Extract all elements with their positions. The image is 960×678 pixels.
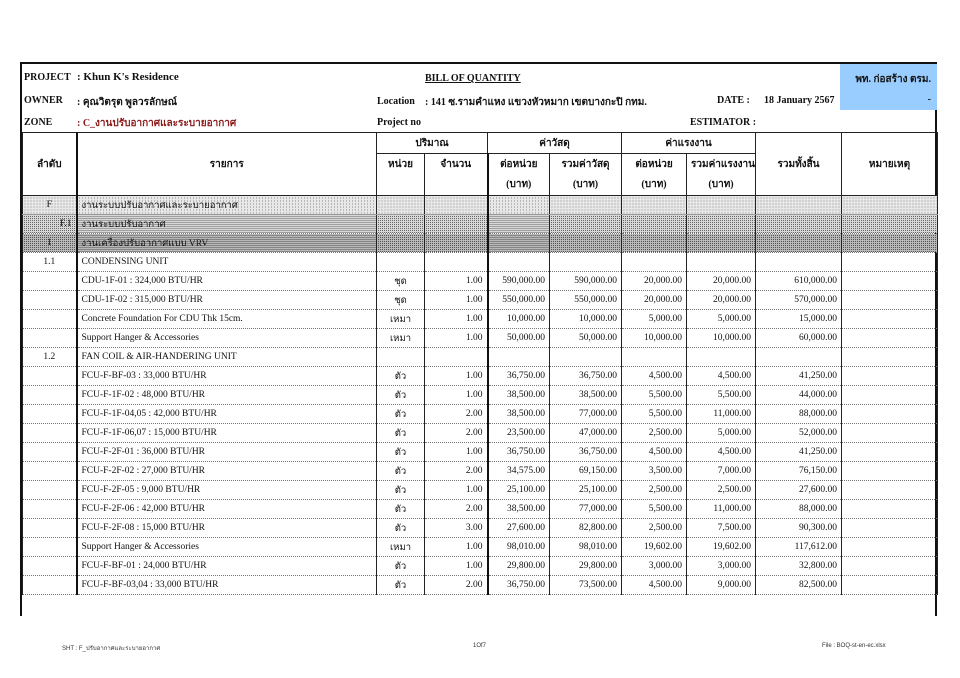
row-remark	[842, 405, 938, 424]
row-number	[23, 424, 77, 443]
row-quantity: 1.00	[425, 538, 488, 557]
row-material-total: 47,000.00	[550, 424, 622, 443]
row-material-unit-price: 27,600.00	[488, 519, 550, 538]
baht-label: (บาท)	[550, 175, 622, 196]
row-unit: ตัว	[377, 443, 425, 462]
row-number	[23, 329, 77, 348]
row-labor-total: 5,000.00	[687, 424, 756, 443]
row-material-total	[550, 348, 622, 367]
row-material-unit-price	[488, 196, 550, 215]
owner-label: OWNER	[24, 95, 63, 106]
row-labor-total: 4,500.00	[687, 443, 756, 462]
table-row	[23, 329, 938, 348]
row-remark	[842, 557, 938, 576]
table-row	[23, 253, 938, 272]
row-material-total	[550, 215, 622, 234]
row-number	[23, 462, 77, 481]
row-unit: ตัว	[377, 424, 425, 443]
row-labor-unit-price: 4,500.00	[622, 576, 687, 595]
col-description: รายการ	[77, 154, 377, 175]
row-quantity: 1.00	[425, 557, 488, 576]
row-material-unit-price	[488, 348, 550, 367]
row-quantity	[425, 196, 488, 215]
row-unit: เหมา	[377, 538, 425, 557]
row-labor-total	[687, 196, 756, 215]
baht-label: (บาท)	[488, 175, 550, 196]
row-unit: ตัว	[377, 405, 425, 424]
company-value: -	[927, 94, 931, 105]
row-unit: เหมา	[377, 310, 425, 329]
row-quantity: 1.00	[425, 443, 488, 462]
row-labor-unit-price	[622, 348, 687, 367]
row-labor-total: 2,500.00	[687, 481, 756, 500]
row-labor-unit-price: 4,500.00	[622, 367, 687, 386]
col-quantity: จำนวน	[425, 154, 488, 175]
row-remark	[842, 196, 938, 215]
table-row	[23, 386, 938, 405]
row-number	[23, 310, 77, 329]
col-remark: หมายเหตุ	[842, 154, 938, 175]
row-labor-unit-price: 5,000.00	[622, 310, 687, 329]
col-no-header	[23, 133, 77, 154]
table-row	[23, 481, 938, 500]
row-number: 1	[23, 234, 77, 253]
row-material-unit-price: 590,000.00	[488, 272, 550, 291]
row-quantity: 1.00	[425, 272, 488, 291]
col-material-group: ค่าวัสดุ	[488, 133, 622, 154]
row-description: FCU-F-1F-02 : 48,000 BTU/HR	[77, 386, 377, 405]
baht-label: (บาท)	[622, 175, 687, 196]
row-labor-total: 20,000.00	[687, 272, 756, 291]
row-unit: ตัว	[377, 576, 425, 595]
table-row	[23, 196, 938, 215]
row-material-total: 25,100.00	[550, 481, 622, 500]
table-row	[23, 405, 938, 424]
estimator-label: ESTIMATOR :	[690, 117, 757, 128]
row-labor-unit-price	[622, 234, 687, 253]
row-unit: ตัว	[377, 462, 425, 481]
row-material-total: 36,750.00	[550, 367, 622, 386]
row-labor-unit-price: 3,500.00	[622, 462, 687, 481]
row-number: 1.1	[23, 253, 77, 272]
row-labor-total: 5,500.00	[687, 386, 756, 405]
row-quantity	[425, 348, 488, 367]
row-labor-total	[687, 253, 756, 272]
row-number	[23, 500, 77, 519]
row-grand-total: 88,000.00	[756, 405, 842, 424]
row-number	[23, 443, 77, 462]
footer-file: File : BOQ-st-en-ec.xlsx	[822, 643, 886, 649]
row-number	[23, 538, 77, 557]
row-quantity: 2.00	[425, 462, 488, 481]
table-row	[23, 576, 938, 595]
row-remark	[842, 253, 938, 272]
row-quantity: 1.00	[425, 329, 488, 348]
row-remark	[842, 348, 938, 367]
row-quantity: 1.00	[425, 481, 488, 500]
row-quantity	[425, 215, 488, 234]
company-box	[840, 64, 937, 110]
row-description: FCU-F-1F-04,05 : 42,000 BTU/HR	[77, 405, 377, 424]
row-grand-total: 41,250.00	[756, 443, 842, 462]
row-grand-total: 41,250.00	[756, 367, 842, 386]
row-remark	[842, 443, 938, 462]
col-labor-total: รวมค่าแรงงาน	[687, 154, 756, 175]
row-description: FCU-F-2F-06 : 42,000 BTU/HR	[77, 500, 377, 519]
table-row	[23, 538, 938, 557]
date-label: DATE :	[717, 95, 750, 106]
row-quantity	[425, 234, 488, 253]
row-grand-total: 76,150.00	[756, 462, 842, 481]
row-labor-unit-price: 2,500.00	[622, 424, 687, 443]
table-row	[23, 234, 938, 253]
date-value: 18 January 2567	[764, 95, 835, 106]
row-grand-total: 570,000.00	[756, 291, 842, 310]
row-grand-total: 52,000.00	[756, 424, 842, 443]
row-remark	[842, 367, 938, 386]
col-material-unit: ต่อหน่วย	[488, 154, 550, 175]
row-material-unit-price: 38,500.00	[488, 386, 550, 405]
row-grand-total: 15,000.00	[756, 310, 842, 329]
row-unit	[377, 253, 425, 272]
row-labor-unit-price: 2,500.00	[622, 519, 687, 538]
row-labor-unit-price: 5,500.00	[622, 386, 687, 405]
row-unit: ชุด	[377, 272, 425, 291]
row-labor-total: 9,000.00	[687, 576, 756, 595]
row-unit	[377, 234, 425, 253]
row-grand-total: 88,000.00	[756, 500, 842, 519]
row-material-unit-price: 98,010.00	[488, 538, 550, 557]
row-description: งานเครื่องปรับอากาศแบบ VRV	[77, 234, 377, 253]
row-grand-total	[756, 253, 842, 272]
row-material-unit-price: 34,575.00	[488, 462, 550, 481]
row-material-unit-price: 38,500.00	[488, 500, 550, 519]
row-remark	[842, 329, 938, 348]
row-labor-total: 7,500.00	[687, 519, 756, 538]
row-description: FCU-F-BF-01 : 24,000 BTU/HR	[77, 557, 377, 576]
row-remark	[842, 310, 938, 329]
row-material-unit-price: 10,000.00	[488, 310, 550, 329]
row-quantity: 1.00	[425, 367, 488, 386]
row-material-total: 50,000.00	[550, 329, 622, 348]
row-grand-total	[756, 234, 842, 253]
row-unit	[377, 196, 425, 215]
row-quantity: 2.00	[425, 500, 488, 519]
table-row	[23, 367, 938, 386]
row-quantity: 2.00	[425, 405, 488, 424]
table-row	[23, 272, 938, 291]
row-material-unit-price	[488, 215, 550, 234]
row-description: FAN COIL & AIR-HANDERING UNIT	[77, 348, 377, 367]
location-label: Location	[377, 96, 415, 107]
row-labor-total	[687, 215, 756, 234]
row-description: CDU-1F-01 : 324,000 BTU/HR	[77, 272, 377, 291]
row-labor-unit-price: 5,500.00	[622, 405, 687, 424]
row-quantity: 1.00	[425, 310, 488, 329]
row-labor-unit-price: 3,000.00	[622, 557, 687, 576]
row-grand-total: 32,800.00	[756, 557, 842, 576]
row-labor-unit-price: 10,000.00	[622, 329, 687, 348]
row-number	[23, 481, 77, 500]
row-grand-total: 610,000.00	[756, 272, 842, 291]
row-grand-total	[756, 196, 842, 215]
location-value: : 141 ซ.รามคำแหง แขวงหัวหมาก เขตบางกะปิ กทม.	[425, 97, 647, 108]
row-remark	[842, 215, 938, 234]
row-remark	[842, 519, 938, 538]
row-material-total: 590,000.00	[550, 272, 622, 291]
table-row	[23, 215, 938, 234]
row-description: FCU-F-2F-08 : 15,000 BTU/HR	[77, 519, 377, 538]
row-description: FCU-F-1F-06,07 : 15,000 BTU/HR	[77, 424, 377, 443]
row-description: Concrete Foundation For CDU Thk 15cm.	[77, 310, 377, 329]
row-unit: เหมา	[377, 329, 425, 348]
row-grand-total: 117,612.00	[756, 538, 842, 557]
row-material-total: 98,010.00	[550, 538, 622, 557]
row-material-total: 36,750.00	[550, 443, 622, 462]
row-material-total	[550, 234, 622, 253]
row-labor-total: 11,000.00	[687, 500, 756, 519]
row-material-unit-price: 25,100.00	[488, 481, 550, 500]
row-material-unit-price: 550,000.00	[488, 291, 550, 310]
row-labor-total: 4,500.00	[687, 367, 756, 386]
document-title: BILL OF QUANTITY	[425, 73, 521, 84]
row-unit: ตัว	[377, 519, 425, 538]
row-labor-unit-price: 20,000.00	[622, 291, 687, 310]
row-description: FCU-F-2F-02 : 27,000 BTU/HR	[77, 462, 377, 481]
row-number	[23, 272, 77, 291]
row-unit: ตัว	[377, 367, 425, 386]
row-quantity: 3.00	[425, 519, 488, 538]
row-unit	[377, 215, 425, 234]
table-row	[23, 462, 938, 481]
row-material-unit-price: 38,500.00	[488, 405, 550, 424]
table-row	[23, 310, 938, 329]
table-row	[23, 557, 938, 576]
row-labor-total: 3,000.00	[687, 557, 756, 576]
row-remark	[842, 234, 938, 253]
row-material-total: 38,500.00	[550, 386, 622, 405]
row-grand-total: 90,300.00	[756, 519, 842, 538]
row-material-total: 73,500.00	[550, 576, 622, 595]
footer-sheet: SHT : F_ปรับอากาศและระบายอากาศ	[62, 646, 161, 652]
row-description: FCU-F-2F-05 : 9,000 BTU/HR	[77, 481, 377, 500]
row-material-unit-price	[488, 253, 550, 272]
row-description: CONDENSING UNIT	[77, 253, 377, 272]
row-number	[23, 557, 77, 576]
row-unit: ตัว	[377, 500, 425, 519]
row-material-total	[550, 196, 622, 215]
row-grand-total: 60,000.00	[756, 329, 842, 348]
boq-sheet	[20, 62, 937, 616]
row-description: Support Hanger & Accessories	[77, 329, 377, 348]
row-material-unit-price: 29,800.00	[488, 557, 550, 576]
table-row	[23, 500, 938, 519]
row-description: FCU-F-2F-01 : 36,000 BTU/HR	[77, 443, 377, 462]
row-material-total: 69,150.00	[550, 462, 622, 481]
row-grand-total: 82,500.00	[756, 576, 842, 595]
row-quantity: 2.00	[425, 424, 488, 443]
row-description: งานระบบปรับอากาศและระบายอากาศ	[77, 196, 377, 215]
row-remark	[842, 538, 938, 557]
row-quantity: 1.00	[425, 291, 488, 310]
project-no-label: Project no	[377, 117, 421, 128]
row-labor-unit-price: 5,500.00	[622, 500, 687, 519]
row-remark	[842, 462, 938, 481]
baht-label: (บาท)	[687, 175, 756, 196]
zone-value: : C_งานปรับอากาศและระบายอากาศ	[77, 118, 237, 129]
company-name: พท. ก่อสร้าง ตรม.	[855, 74, 931, 85]
boq-table	[22, 132, 938, 595]
row-number	[23, 519, 77, 538]
row-labor-unit-price	[622, 215, 687, 234]
row-material-unit-price: 23,500.00	[488, 424, 550, 443]
row-unit: ตัว	[377, 557, 425, 576]
row-description: FCU-F-BF-03 : 33,000 BTU/HR	[77, 367, 377, 386]
row-labor-total: 7,000.00	[687, 462, 756, 481]
row-number	[23, 291, 77, 310]
row-material-unit-price: 36,750.00	[488, 576, 550, 595]
row-labor-total: 20,000.00	[687, 291, 756, 310]
row-unit: ตัว	[377, 386, 425, 405]
table-row	[23, 424, 938, 443]
row-number	[23, 405, 77, 424]
row-material-total: 10,000.00	[550, 310, 622, 329]
row-number: 1.2	[23, 348, 77, 367]
row-grand-total: 44,000.00	[756, 386, 842, 405]
row-labor-unit-price: 19,602.00	[622, 538, 687, 557]
footer-page: 1Of7	[473, 643, 487, 649]
row-number	[23, 367, 77, 386]
row-remark	[842, 481, 938, 500]
row-labor-total	[687, 348, 756, 367]
row-description: Support Hanger & Accessories	[77, 538, 377, 557]
row-quantity	[425, 253, 488, 272]
row-description: CDU-1F-02 : 315,000 BTU/HR	[77, 291, 377, 310]
row-labor-total: 10,000.00	[687, 329, 756, 348]
row-labor-unit-price	[622, 196, 687, 215]
col-unit: หน่วย	[377, 154, 425, 175]
row-remark	[842, 500, 938, 519]
row-remark	[842, 576, 938, 595]
table-row	[23, 291, 938, 310]
table-row	[23, 348, 938, 367]
row-number: F.1	[23, 215, 77, 234]
row-labor-unit-price	[622, 253, 687, 272]
row-material-unit-price: 36,750.00	[488, 367, 550, 386]
row-unit	[377, 348, 425, 367]
row-material-total: 550,000.00	[550, 291, 622, 310]
project-value: : Khun K's Residence	[77, 71, 179, 83]
row-remark	[842, 424, 938, 443]
col-material-total: รวมค่าวัสดุ	[550, 154, 622, 175]
row-material-total: 77,000.00	[550, 405, 622, 424]
row-material-total: 77,000.00	[550, 500, 622, 519]
row-labor-total: 11,000.00	[687, 405, 756, 424]
row-material-unit-price	[488, 234, 550, 253]
owner-value: : คุณวิตรุต พูลวรลักษณ์	[77, 97, 178, 108]
row-grand-total	[756, 348, 842, 367]
row-material-unit-price: 36,750.00	[488, 443, 550, 462]
row-labor-total: 5,000.00	[687, 310, 756, 329]
row-remark	[842, 272, 938, 291]
row-material-total	[550, 253, 622, 272]
row-labor-unit-price: 4,500.00	[622, 443, 687, 462]
table-row	[23, 443, 938, 462]
col-qty-group: ปริมาณ	[377, 133, 488, 154]
col-grand-total: รวมทั้งสิ้น	[756, 154, 842, 175]
col-no: ลำดับ	[23, 154, 77, 175]
row-remark	[842, 386, 938, 405]
row-description: งานระบบปรับอากาศ	[77, 215, 377, 234]
zone-label: ZONE	[24, 117, 53, 128]
col-labor-group: ค่าแรงงาน	[622, 133, 756, 154]
row-material-total: 29,800.00	[550, 557, 622, 576]
row-material-unit-price: 50,000.00	[488, 329, 550, 348]
row-number	[23, 576, 77, 595]
col-labor-unit: ต่อหน่วย	[622, 154, 687, 175]
row-labor-unit-price: 20,000.00	[622, 272, 687, 291]
row-labor-unit-price: 2,500.00	[622, 481, 687, 500]
row-labor-total	[687, 234, 756, 253]
row-unit: ชุด	[377, 291, 425, 310]
row-number: F	[23, 196, 77, 215]
row-number	[23, 386, 77, 405]
row-material-total: 82,800.00	[550, 519, 622, 538]
project-label: PROJECT	[24, 72, 71, 83]
row-grand-total: 27,600.00	[756, 481, 842, 500]
row-labor-total: 19,602.00	[687, 538, 756, 557]
row-unit: ตัว	[377, 481, 425, 500]
table-row	[23, 519, 938, 538]
row-remark	[842, 291, 938, 310]
row-description: FCU-F-BF-03,04 : 33,000 BTU/HR	[77, 576, 377, 595]
row-grand-total	[756, 215, 842, 234]
row-quantity: 2.00	[425, 576, 488, 595]
row-quantity: 1.00	[425, 386, 488, 405]
